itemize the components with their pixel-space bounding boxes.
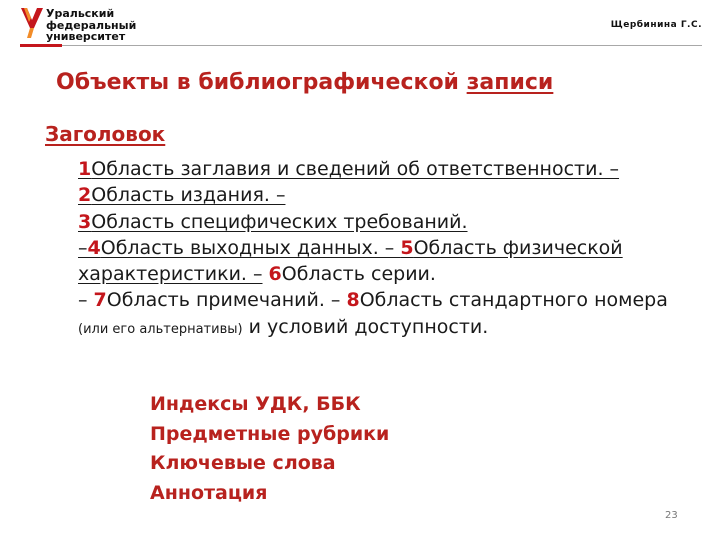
area-number: 6	[268, 263, 282, 286]
slide-title-text: Объекты в библиографической	[56, 70, 467, 95]
area-text: Область примечаний. –	[106, 289, 347, 312]
slide-title-underlined: записи	[466, 70, 554, 95]
header-divider	[20, 45, 702, 46]
list-item: Предметные рубрики	[150, 422, 390, 445]
area-dash: –	[78, 236, 88, 259]
section-heading: Заголовок	[45, 122, 166, 146]
author-name: Щербинина Г.С.	[610, 20, 702, 30]
university-emblem-icon	[20, 6, 44, 40]
area-number: 3	[78, 210, 92, 233]
area-text: Область специфических требований.	[91, 210, 468, 233]
body-paragraph	[78, 156, 698, 343]
area-text: Область издания. –	[91, 184, 286, 207]
area-text: Область выходных данных. –	[100, 236, 401, 259]
list-item: Индексы УДК, ББК	[150, 393, 361, 415]
slide-title	[56, 70, 553, 95]
list-item: Аннотация	[150, 481, 268, 504]
area-number: 1	[78, 158, 92, 180]
area-text: Область серии.	[281, 263, 436, 286]
page-number: 23	[665, 510, 678, 521]
university-logo	[20, 6, 140, 46]
area-text-note: (или его альтернативы)	[78, 321, 243, 337]
area-text: и условий доступности.	[242, 315, 489, 338]
area-number: 5	[400, 236, 414, 259]
area-number: 8	[346, 289, 360, 312]
area-text: Область физической характеристики. –	[78, 236, 623, 286]
list-item: Ключевые слова	[150, 452, 336, 474]
area-number: 7	[93, 289, 107, 312]
area-text: Область стандартного номера	[359, 289, 668, 312]
extra-elements-list	[150, 390, 389, 508]
area-text: Область заглавия и сведений об ответственности. –	[91, 158, 620, 180]
header-divider-accent	[20, 44, 62, 47]
area-number: 4	[87, 236, 101, 259]
area-dash: –	[78, 289, 94, 312]
logo-text: Уральский федеральный университет	[46, 7, 137, 43]
area-number: 2	[78, 184, 92, 207]
